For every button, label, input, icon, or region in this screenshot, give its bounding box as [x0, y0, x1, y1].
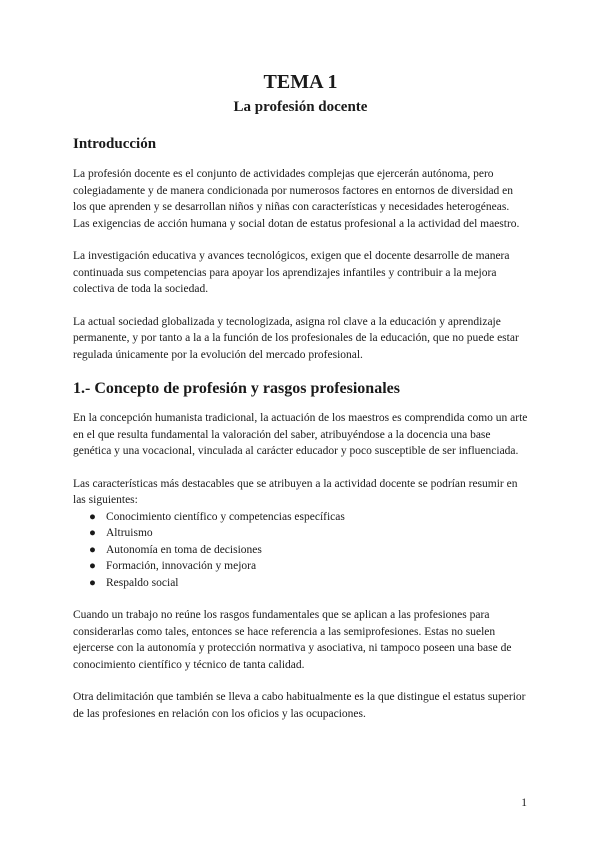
list-item-text: Conocimiento científico y competencias específicas: [106, 510, 345, 523]
page-number: 1: [521, 797, 527, 809]
bullet-icon: ●: [89, 576, 96, 589]
list-item-text: Respaldo social: [106, 576, 179, 589]
bullet-icon: ●: [89, 543, 96, 556]
list-item-text: Altruismo: [106, 527, 153, 539]
section-1-heading: 1.- Concepto de profesión y rasgos profesionales: [73, 380, 400, 397]
bullet-icon: ●: [89, 560, 96, 572]
section-1-paragraph-4: Otra delimitación que también se lleva a cabo habitualmente es la que distingue el estatus superior de las profesiones en relación con los oficios y las ocupaciones.: [73, 691, 526, 720]
intro-heading: Introducción: [73, 136, 157, 152]
intro-paragraph-1: La profesión docente es el conjunto de actividades complejas que ejercerán autónoma, pero colegiadamente y de manera condicionada por numerosos factores en entornos de diversidad en los que aprenden y se desarrollan niños y niñas con características y necesidades heterogéneas. Las exigencias de acción humana y social dotan de estatus profesional a la actividad del maestro.: [73, 168, 520, 230]
bullet-icon: ●: [89, 527, 96, 539]
list-item: [89, 542, 528, 559]
characteristics-list: [73, 509, 528, 592]
document-subtitle: La profesión docente: [233, 99, 368, 115]
bullet-icon: ●: [89, 510, 96, 523]
page-content: [73, 70, 528, 738]
list-item-text: Formación, innovación y mejora: [106, 560, 257, 572]
list-item: [89, 509, 528, 526]
section-1-paragraph-3: Cuando un trabajo no reúne los rasgos fundamentales que se aplican a las profesiones para considerarlas como tales, entonces se hace referencia a las semiprofesiones. Estas no suelen ejercerse con la autonomía y protección normativa y asociativa, ni tampoco poseen una base de conocimiento científico y técnico de tanta calidad.: [73, 609, 512, 671]
section-1-paragraph-1: En la concepción humanista tradicional, la actuación de los maestros es comprendida como un arte en el que resulta fundamental la valoración del saber, atribuyéndose a la docencia una base genética y una vocacional, vinculada al carácter educador y poco susceptible de ser influenciada.: [73, 412, 528, 457]
list-item: [89, 575, 528, 592]
intro-paragraph-3: La actual sociedad globalizada y tecnologizada, asigna rol clave a la educación y aprendizaje permanente, y por tanto a la a la función de los profesionales de la educación, que no puede estar regulada únicamente por la evolución del mercado profesional.: [73, 315, 519, 361]
intro-paragraph-2: La investigación educativa y avances tecnológicos, exigen que el docente desarrolle de manera continuada sus competencias para apoyar los aprendizajes infantiles y contribuir a la mejora colectiva de toda la sociedad.: [73, 250, 510, 295]
list-item: [89, 525, 528, 542]
section-1-paragraph-2: Las características más destacables que se atribuyen a la actividad docente se podrían resumir en las siguientes:: [73, 477, 518, 506]
list-item: [89, 558, 528, 575]
document-title: TEMA 1: [263, 71, 338, 93]
list-item-text: Autonomía en toma de decisiones: [106, 543, 262, 556]
